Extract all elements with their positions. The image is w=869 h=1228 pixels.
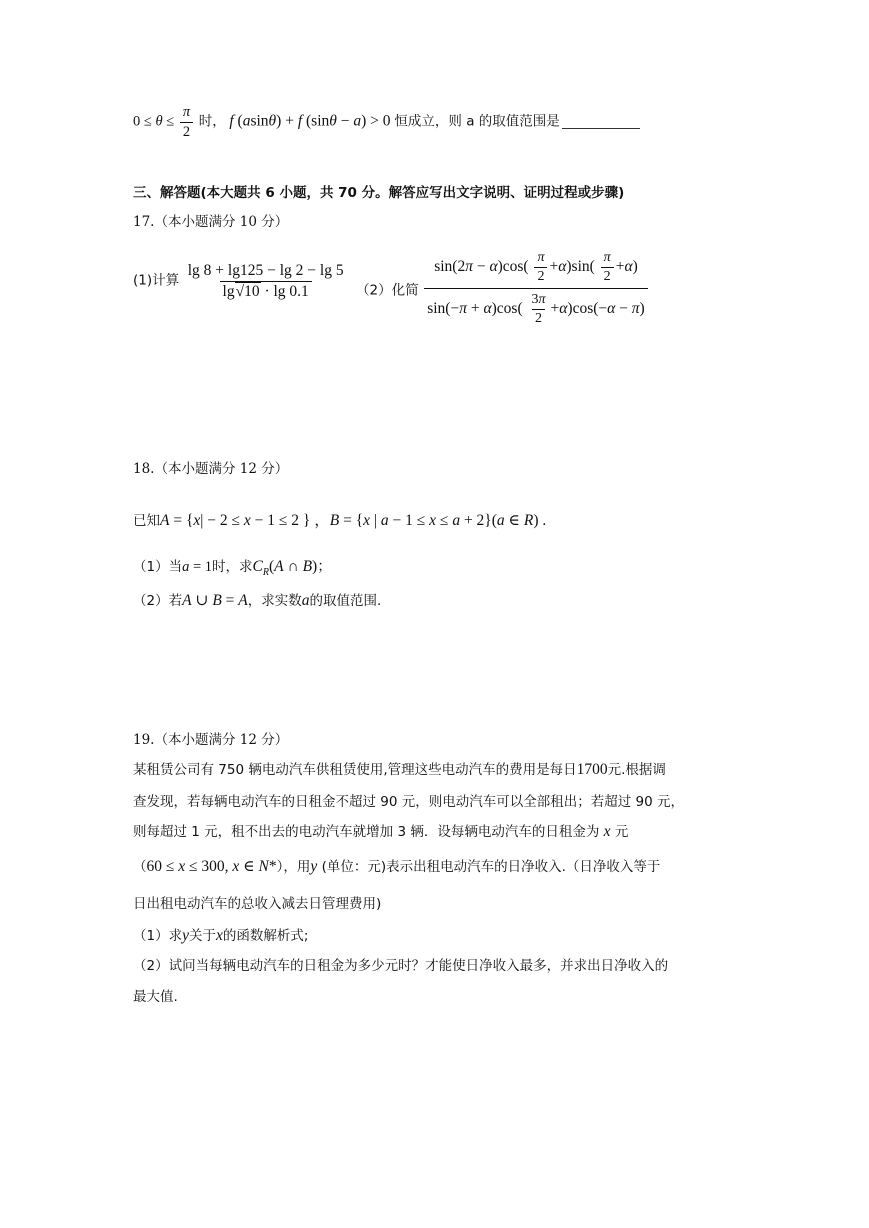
q19-part2-line2: 最大值. <box>133 989 178 1005</box>
answer-blank <box>562 127 640 129</box>
q17-part2-label: （2）化简 <box>356 282 419 299</box>
q18-part1-prefix: （1）当 <box>133 559 183 575</box>
q19-part1-c: 的函数解析式; <box>222 928 309 944</box>
q18-part2-mid: ，求实数 <box>247 593 302 609</box>
pi-over-2-fraction: $\frac{\pi}{2}$ <box>180 104 193 140</box>
q16-suffix: 时， <box>198 113 226 130</box>
q18-part2-prefix: （2）若 <box>133 593 183 609</box>
q19-line2: 查发现，若每辆电动汽车的日租金不超过 90 元，则电动汽车可以全部租出；若超过 90 元， <box>133 794 685 810</box>
q17-part2 <box>356 250 650 327</box>
q19-part1-a: （1）求 <box>133 928 183 944</box>
q19-line4: （60 ≤ x ≤ 300, x ∈ N*），用y (单位：元)表示出租电动汽车的日净收入.（日净收入等于 <box>133 858 661 875</box>
q19-line4-tail: (单位：元)表示出租电动汽车的日净收入.（日净收入等于 <box>321 859 661 875</box>
q19-part1: （1）求y关于x的函数解析式; <box>133 927 309 944</box>
q19-line3: 则每超过 1 元，租不出去的电动汽车就增加 3 辆．设每辆电动汽车的日租金为 x 元 <box>133 823 629 840</box>
section-title: 三、解答题(本大题共 6 小题，共 70 分。解答应写出文字说明、证明过程或步骤) <box>133 185 625 201</box>
q18-part1-mid: 时，求 <box>212 559 253 575</box>
q17-part1-fraction: $\frac{\lg 8 + \lg 125 - \lg 2 - \lg 5}{\lg√10 \cdot \lg 0.1}$ <box>185 262 347 301</box>
q19-domain: 60 ≤ x ≤ 300, x ∈ N* <box>146 858 277 875</box>
q16-tail-text: 恒成立，则 a 的取值范围是 <box>394 113 560 130</box>
q19-header: 19.（本小题满分 12 分） <box>133 732 289 748</box>
q16-condition-line: 0 ≤ θ ≤ $\frac{\pi}{2}$ 时， f (asinθ) + f (sinθ − a) > 0 恒成立，则 a 的取值范围是 <box>133 104 640 140</box>
q17-header: 17.（本小题满分 10 分） <box>133 214 289 230</box>
q19-line4-mid: ，用 <box>283 859 311 875</box>
q16-inequality: f (asinθ) + f (sinθ − a) > 0 <box>229 112 391 130</box>
q19-cost: 1700 <box>576 761 608 778</box>
q19-line3-tail: 元 <box>614 824 629 840</box>
q17-part1-label: (1)计算 <box>133 272 180 289</box>
q18-part1: （1）当a = 1时，求$C_R(A$ ∩ B)； <box>133 558 332 579</box>
q18-given: 已知A = {x| − 2 ≤ x − 1 ≤ 2 } ，B = {x | a − 1 ≤ x ≤ a + 2}(a ∈ R) . <box>133 512 547 529</box>
q19-part1-b: 关于 <box>188 928 216 944</box>
q19-line1 <box>133 758 666 779</box>
q19-line3-text: 则每超过 1 元，租不出去的电动汽车就增加 3 辆．设每辆电动汽车的日租金为 <box>133 824 600 840</box>
q17-part1 <box>133 262 349 301</box>
q19-line1-tail: 元.根据调 <box>607 762 666 778</box>
q18-part2: （2）若A ∪ B = A，求实数a的取值范围. <box>133 592 382 609</box>
q18-header: 18.（本小题满分 12 分） <box>133 461 289 477</box>
q18-given-prefix: 已知 <box>133 513 160 529</box>
q19-line5: 日出租电动汽车的总收入减去日管理费用) <box>133 896 382 912</box>
q19-line1-text: 某租赁公司有 750 辆电动汽车供租赁使用,管理这些电动汽车的费用是每日 <box>133 762 577 778</box>
q17-part1-numerator: lg 8 + lg125 − lg 2 − lg 5 <box>187 262 344 279</box>
q18-part2-suffix: 的取值范围. <box>309 593 382 609</box>
q17-part2-fraction: sin(2π − α)cos( $\frac{\pi}{2}$ +α)sin( $\frac{\pi}{2}$ +α) sin(−π + α)cos( $\frac{3\pi}{2}$ +α)cos(−α − π) <box>424 250 648 327</box>
q19-part2-line1: （2）试问当每辆电动汽车的日租金为多少元时？才能使日净收入最多，并求出日净收入的 <box>133 958 669 974</box>
